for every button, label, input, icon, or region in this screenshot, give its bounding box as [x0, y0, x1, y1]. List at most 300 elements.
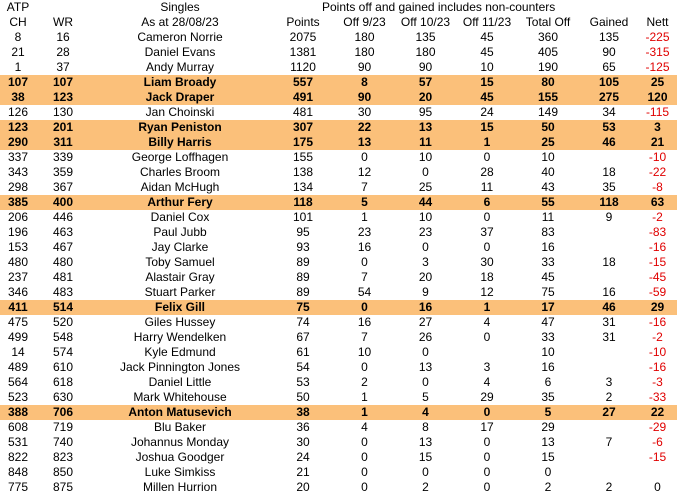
- cell-total: 15: [541, 450, 555, 464]
- cell-gained: [580, 240, 638, 255]
- table-row: [0, 210, 677, 225]
- cell-total: 17: [516, 300, 580, 315]
- col-header-date: As at 28/08/23: [141, 15, 219, 29]
- cell-total: 29: [541, 420, 555, 434]
- cell-ch: 475: [7, 315, 29, 329]
- cell-off9: 180: [354, 45, 375, 59]
- cell-off9: 1: [361, 390, 368, 404]
- cell-name: Jack Pinnington Jones: [119, 360, 241, 374]
- cell-points: 54: [296, 360, 310, 374]
- cell-points: 134: [292, 180, 314, 194]
- cell-off9: 16: [357, 240, 372, 254]
- cell-off10: 0: [422, 375, 429, 389]
- cell-name: Millen Hurrion: [142, 480, 218, 494]
- cell-name: Jan Choinski: [145, 105, 215, 119]
- table-row: [0, 390, 677, 405]
- cell-off9: 7: [361, 330, 368, 344]
- cell-off11: 1: [458, 135, 516, 150]
- cell-off10: 25: [418, 180, 433, 194]
- cell-off9: 90: [336, 90, 393, 105]
- table-row: [0, 375, 677, 390]
- cell-wr: 740: [52, 435, 74, 449]
- cell-ch: 126: [7, 105, 29, 119]
- cell-nett: -33: [648, 390, 667, 404]
- table-row: [0, 180, 677, 195]
- cell-off11: 45: [480, 30, 494, 44]
- cell-nett: 120: [638, 90, 677, 105]
- cell-ch: 1: [14, 60, 22, 74]
- cell-gained: 46: [580, 135, 638, 150]
- cell-off9: 1: [336, 405, 393, 420]
- cell-name: Paul Jubb: [153, 225, 207, 239]
- cell-ch: 8: [14, 30, 22, 44]
- cell-name: Felix Gill: [90, 300, 270, 315]
- cell-points: 1120: [290, 60, 316, 74]
- cell-wr: 339: [52, 150, 74, 164]
- cell-off11: 28: [480, 165, 494, 179]
- cell-ch: 489: [7, 360, 29, 374]
- cell-off9: 16: [357, 315, 372, 329]
- cell-off9: 22: [336, 120, 393, 135]
- cell-name: Johannus Monday: [130, 435, 230, 449]
- cell-nett: -15: [648, 255, 667, 269]
- cell-nett: -10: [648, 150, 667, 164]
- cell-wr: 630: [52, 390, 74, 404]
- cell-wr: 823: [52, 450, 74, 464]
- cell-ch: 196: [7, 225, 29, 239]
- cell-name: Arthur Fery: [90, 195, 270, 210]
- cell-off9: 90: [357, 60, 372, 74]
- cell-nett: 63: [638, 195, 677, 210]
- cell-total: 50: [516, 120, 580, 135]
- table-row: [0, 330, 677, 345]
- cell-off11: 3: [483, 360, 491, 374]
- cell-name: Anton Matusevich: [90, 405, 270, 420]
- cell-off9: 23: [357, 225, 372, 239]
- cell-nett: -315: [645, 45, 670, 59]
- cell-points: 30: [296, 435, 310, 449]
- col-header-off11: Off 11/23: [462, 15, 512, 29]
- cell-wr: 16: [56, 30, 70, 44]
- cell-off10: 57: [393, 75, 458, 90]
- cell-off11: 29: [480, 390, 494, 404]
- cell-gained: 35: [602, 180, 616, 194]
- cell-name: Stuart Parker: [144, 285, 216, 299]
- cell-off11: 0: [483, 465, 491, 479]
- table-row: [0, 300, 677, 315]
- cell-off9: 54: [357, 285, 372, 299]
- cell-ch: 21: [11, 45, 25, 59]
- cell-off10: 44: [393, 195, 458, 210]
- cell-nett: 0: [654, 480, 661, 494]
- cell-name: Liam Broady: [90, 75, 270, 90]
- cell-total: 2: [544, 480, 552, 494]
- cell-nett: -16: [648, 360, 667, 374]
- cell-total: 83: [541, 225, 555, 239]
- cell-gained: [580, 420, 638, 435]
- cell-off10: 26: [418, 330, 433, 344]
- cell-off10: 135: [415, 30, 436, 44]
- cell-off10: 9: [422, 285, 429, 299]
- cell-name: Charles Broom: [139, 165, 221, 179]
- cell-name: Daniel Little: [148, 375, 212, 389]
- cell-ch: 337: [7, 150, 29, 164]
- cell-nett: -45: [648, 270, 667, 284]
- cell-off11: 0: [483, 450, 491, 464]
- cell-off11: 30: [480, 255, 494, 269]
- cell-points: 138: [292, 165, 314, 179]
- cell-off9: 0: [361, 465, 368, 479]
- cell-gained: 9: [605, 210, 613, 224]
- cell-total: 155: [516, 90, 580, 105]
- cell-name: Aidan McHugh: [140, 180, 220, 194]
- cell-gained: 2: [605, 480, 613, 494]
- cell-wr: 850: [52, 465, 74, 479]
- cell-gained: [580, 150, 638, 165]
- col-header-ch: CH: [9, 15, 27, 29]
- cell-points: 67: [296, 330, 310, 344]
- cell-wr: 37: [56, 60, 70, 74]
- cell-ch: 775: [7, 480, 29, 494]
- cell-ch: 290: [0, 135, 36, 150]
- cell-name: Harry Wendelken: [133, 330, 227, 344]
- table-row: [0, 90, 677, 105]
- cell-off9: 0: [361, 150, 368, 164]
- cell-off9: 2: [361, 375, 368, 389]
- cell-off10: 13: [393, 120, 458, 135]
- cell-points: 481: [292, 105, 314, 119]
- cell-off11: 0: [483, 150, 491, 164]
- col-header-off10: Off 10/23: [400, 15, 451, 29]
- cell-points: 557: [270, 75, 336, 90]
- cell-name: Daniel Cox: [150, 210, 210, 224]
- cell-wr: 400: [36, 195, 90, 210]
- table-row: [0, 240, 677, 255]
- cell-off11: 12: [480, 285, 494, 299]
- cell-ch: 385: [0, 195, 36, 210]
- cell-gained: 53: [580, 120, 638, 135]
- cell-total: 360: [537, 30, 559, 44]
- cell-nett: -15: [648, 450, 667, 464]
- cell-off11: 37: [480, 225, 494, 239]
- cell-wr: 28: [56, 45, 70, 59]
- cell-nett: -29: [648, 420, 667, 434]
- cell-off11: 0: [483, 480, 491, 494]
- cell-total: 55: [516, 195, 580, 210]
- cell-nett: 29: [638, 300, 677, 315]
- cell-wr: 514: [36, 300, 90, 315]
- cell-gained: [580, 270, 638, 285]
- cell-off9: 1: [361, 210, 368, 224]
- table-row: [0, 225, 677, 240]
- cell-nett: -2: [652, 330, 663, 344]
- table-row: [0, 285, 677, 300]
- cell-off11: 11: [480, 180, 494, 194]
- cell-name: Cameron Norrie: [137, 30, 223, 44]
- cell-off11: 4: [483, 315, 491, 329]
- cell-nett: -16: [648, 315, 667, 329]
- cell-ch: 14: [11, 345, 25, 359]
- cell-points: 50: [296, 390, 310, 404]
- table-row: [0, 165, 677, 180]
- cell-points: 36: [296, 420, 310, 434]
- cell-ch: 608: [7, 420, 29, 434]
- cell-ch: 523: [7, 390, 29, 404]
- table-row: [0, 105, 677, 120]
- cell-name: Kyle Edmund: [144, 345, 216, 359]
- cell-nett: -10: [648, 345, 667, 359]
- cell-gained: 16: [602, 285, 616, 299]
- cell-total: 25: [516, 135, 580, 150]
- cell-points: 155: [292, 150, 314, 164]
- cell-total: 40: [541, 165, 555, 179]
- cell-nett: -22: [648, 165, 667, 179]
- cell-ch: 480: [7, 255, 29, 269]
- cell-nett: -115: [645, 105, 670, 119]
- cell-nett: 3: [638, 120, 677, 135]
- cell-off11: 18: [480, 270, 494, 284]
- cell-ch: 388: [0, 405, 36, 420]
- cell-nett: -6: [652, 435, 663, 449]
- cell-ch: 346: [7, 285, 29, 299]
- cell-total: 33: [541, 330, 555, 344]
- cell-gained: 31: [602, 315, 616, 329]
- cell-wr: 610: [52, 360, 74, 374]
- cell-off10: 0: [422, 465, 429, 479]
- cell-off11: 15: [458, 75, 516, 90]
- cell-ch: 848: [7, 465, 29, 479]
- cell-gained: 18: [602, 255, 616, 269]
- cell-total: 6: [544, 375, 552, 389]
- cell-off11: 6: [458, 195, 516, 210]
- cell-total: 13: [541, 435, 555, 449]
- table-row: [0, 120, 677, 135]
- table-row: [0, 450, 677, 465]
- cell-off11: 10: [480, 60, 494, 74]
- table-row: [0, 420, 677, 435]
- cell-name: Jack Draper: [90, 90, 270, 105]
- cell-wr: 446: [52, 210, 74, 224]
- cell-off10: 23: [418, 225, 433, 239]
- cell-nett: -8: [652, 180, 663, 194]
- cell-off9: 180: [354, 30, 375, 44]
- cell-ch: 564: [7, 375, 29, 389]
- table-row: [0, 135, 677, 150]
- points-note-header: Points off and gained includes non-counters: [322, 0, 556, 14]
- cell-off11: 17: [480, 420, 494, 434]
- cell-total: 80: [516, 75, 580, 90]
- cell-points: 175: [270, 135, 336, 150]
- cell-total: 10: [541, 345, 555, 359]
- cell-points: 95: [296, 225, 310, 239]
- table-row: [0, 465, 677, 480]
- cell-points: 89: [296, 255, 310, 269]
- cell-total: 11: [541, 210, 555, 224]
- cell-off9: 7: [361, 270, 368, 284]
- cell-off10: 10: [418, 150, 433, 164]
- cell-off10: 13: [418, 360, 433, 374]
- cell-wr: 107: [36, 75, 90, 90]
- cell-nett: -59: [648, 285, 667, 299]
- cell-total: 33: [541, 255, 555, 269]
- cell-ch: 531: [7, 435, 29, 449]
- cell-off9: 4: [361, 420, 368, 434]
- cell-off10: 16: [393, 300, 458, 315]
- cell-total: 405: [537, 45, 559, 59]
- cell-wr: 463: [52, 225, 74, 239]
- cell-nett: -83: [648, 225, 667, 239]
- cell-gained: 46: [580, 300, 638, 315]
- table-row: [0, 60, 677, 75]
- cell-ch: 206: [7, 210, 29, 224]
- cell-ch: 411: [0, 300, 36, 315]
- cell-off10: 3: [422, 255, 429, 269]
- cell-gained: [580, 225, 638, 240]
- cell-nett: [638, 465, 677, 480]
- cell-wr: 618: [52, 375, 74, 389]
- cell-ch: 123: [0, 120, 36, 135]
- table-row: [0, 75, 677, 90]
- cell-off10: 95: [418, 105, 433, 119]
- table-row: [0, 315, 677, 330]
- table-row: [0, 255, 677, 270]
- cell-off11: 1: [458, 300, 516, 315]
- cell-off11: [458, 345, 516, 360]
- cell-off10: 10: [418, 210, 433, 224]
- cell-wr: 367: [52, 180, 74, 194]
- cell-off10: 11: [393, 135, 458, 150]
- cell-nett: 21: [638, 135, 677, 150]
- cell-points: 2075: [289, 30, 317, 44]
- cell-points: 75: [270, 300, 336, 315]
- cell-off10: 0: [422, 345, 429, 359]
- cell-total: 5: [516, 405, 580, 420]
- cell-wr: 311: [36, 135, 90, 150]
- cell-nett: -16: [648, 240, 667, 254]
- cell-total: 45: [541, 270, 555, 284]
- col-header-gained: Gained: [589, 15, 629, 29]
- cell-wr: 706: [36, 405, 90, 420]
- cell-off11: 0: [483, 435, 491, 449]
- cell-off9: 5: [336, 195, 393, 210]
- cell-total: 149: [537, 105, 559, 119]
- cell-points: 53: [296, 375, 310, 389]
- cell-off9: 0: [361, 255, 368, 269]
- cell-points: 20: [296, 480, 310, 494]
- cell-off10: 4: [393, 405, 458, 420]
- cell-gained: 135: [598, 30, 620, 44]
- cell-ch: 298: [7, 180, 29, 194]
- cell-off10: 5: [422, 390, 429, 404]
- cell-ch: 237: [7, 270, 29, 284]
- col-header-nett: Nett: [646, 15, 669, 29]
- atp-header: ATP: [6, 0, 30, 14]
- cell-name: Toby Samuel: [145, 255, 215, 269]
- cell-off9: 0: [361, 450, 368, 464]
- cell-name: George Loffhagen: [131, 150, 229, 164]
- cell-wr: 467: [52, 240, 74, 254]
- cell-off10: 13: [418, 435, 433, 449]
- cell-off10: 20: [418, 270, 433, 284]
- cell-off9: 10: [357, 345, 372, 359]
- col-header-wr: WR: [53, 15, 73, 29]
- cell-total: 190: [537, 60, 559, 74]
- cell-points: 61: [296, 345, 310, 359]
- table-row: [0, 30, 677, 45]
- cell-ch: 343: [7, 165, 29, 179]
- cell-total: 10: [541, 150, 555, 164]
- header-row-1: [0, 0, 677, 15]
- cell-points: 89: [296, 285, 310, 299]
- cell-total: 16: [541, 240, 555, 254]
- cell-wr: 520: [52, 315, 74, 329]
- cell-points: 89: [296, 270, 310, 284]
- cell-ch: 107: [0, 75, 36, 90]
- cell-gained: [580, 360, 638, 375]
- cell-off10: 0: [422, 240, 429, 254]
- cell-wr: 480: [52, 255, 74, 269]
- cell-off9: 7: [361, 180, 368, 194]
- cell-off9: 0: [361, 480, 368, 494]
- cell-points: 118: [270, 195, 336, 210]
- cell-name: Giles Hussey: [144, 315, 216, 329]
- cell-points: 101: [292, 210, 314, 224]
- cell-total: 0: [544, 465, 552, 479]
- cell-gained: 27: [580, 405, 638, 420]
- cell-gained: 34: [602, 105, 616, 119]
- cell-total: 47: [541, 315, 555, 329]
- table-row: [0, 45, 677, 60]
- cell-points: 38: [270, 405, 336, 420]
- cell-off11: 0: [483, 240, 491, 254]
- cell-gained: 118: [580, 195, 638, 210]
- cell-wr: 483: [52, 285, 74, 299]
- cell-wr: 130: [52, 105, 74, 119]
- cell-points: 74: [296, 315, 310, 329]
- cell-off11: 0: [483, 210, 491, 224]
- cell-off10: 27: [418, 315, 433, 329]
- cell-wr: 875: [52, 480, 74, 494]
- singles-header: Singles: [160, 0, 200, 14]
- cell-off9: 0: [361, 435, 368, 449]
- cell-name: Alastair Gray: [145, 270, 215, 284]
- table-row: [0, 270, 677, 285]
- cell-gained: [580, 345, 638, 360]
- cell-off10: 2: [422, 480, 429, 494]
- cell-off10: 90: [418, 60, 433, 74]
- cell-ch: 153: [7, 240, 29, 254]
- cell-gained: [580, 465, 638, 480]
- cell-gained: [580, 450, 638, 465]
- cell-nett: -225: [645, 30, 670, 44]
- cell-total: 75: [541, 285, 555, 299]
- cell-gained: 105: [580, 75, 638, 90]
- cell-off11: 15: [458, 120, 516, 135]
- cell-gained: 90: [602, 45, 616, 59]
- cell-off9: 0: [361, 360, 368, 374]
- cell-off9: 12: [357, 165, 372, 179]
- cell-off9: 30: [357, 105, 372, 119]
- table-row: [0, 480, 677, 495]
- cell-total: 16: [541, 360, 555, 374]
- table-row: [0, 150, 677, 165]
- cell-nett: -125: [645, 60, 670, 74]
- cell-points: 1381: [289, 45, 317, 59]
- cell-wr: 359: [52, 165, 74, 179]
- cell-name: Blu Baker: [153, 420, 207, 434]
- cell-wr: 719: [52, 420, 74, 434]
- cell-off11: 4: [483, 375, 491, 389]
